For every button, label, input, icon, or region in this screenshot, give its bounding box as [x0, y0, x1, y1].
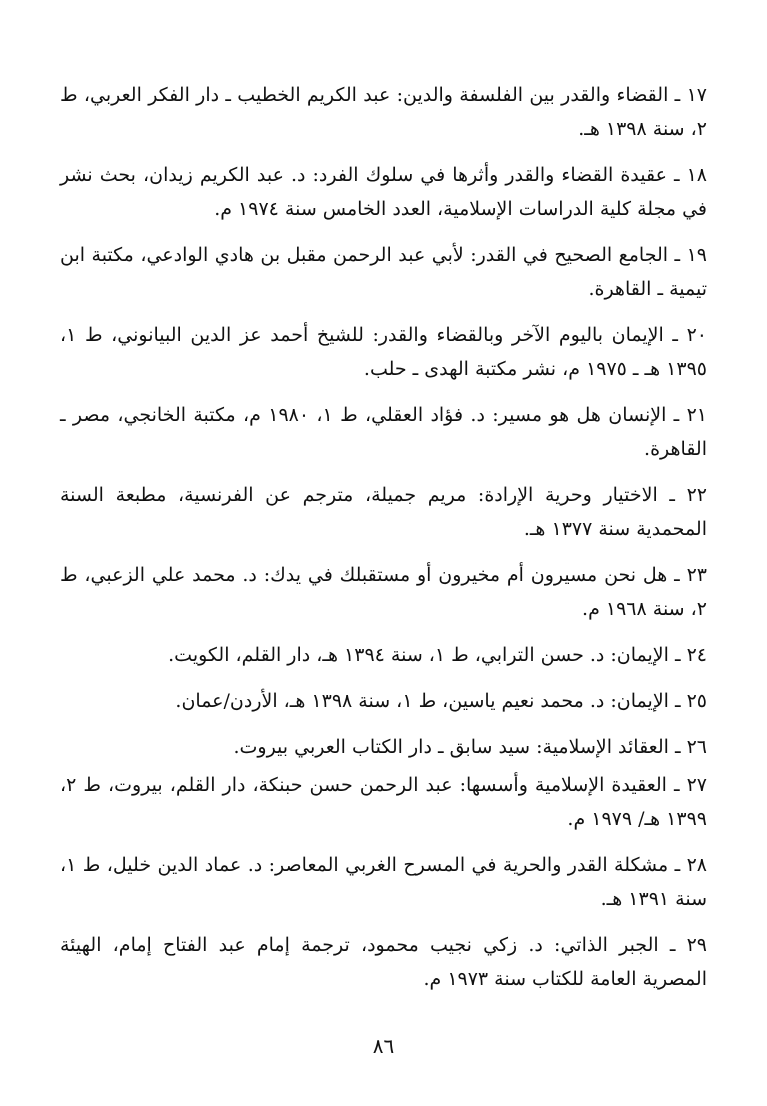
bibliography-entry-21: ٢١ ـ الإنسان هل هو مسير: د. فؤاد العقلي، ط ١، ١٩٨٠ م، مكتبة الخانجي، مصر ـ القاهرة. [60, 404, 708, 460]
bibliography-entry-18: ١٨ ـ عقيدة القضاء والقدر وأثرها في سلوك الفرد: د. عبد الكريم زيدان، بحث نشر في مجلة كلية الدراسات الإسلامية، العدد الخامس سنة ١٩٧٤ م. [60, 164, 707, 220]
bibliography-list [60, 78, 707, 1008]
bibliography-entry-23: ٢٣ ـ هل نحن مسيرون أم مخيرون أو مستقبلك في يدك: د. محمد علي الزعبي، ط ٢، سنة ١٩٦٨ م. [60, 564, 707, 620]
bibliography-entry-22: ٢٢ ـ الاختيار وحرية الإرادة: مريم جميلة، مترجم عن الفرنسية، مطبعة السنة المحمدية سنة ١٣٧٧ هـ. [60, 484, 707, 540]
bibliography-entry-28: ٢٨ ـ مشكلة القدر والحرية في المسرح الغربي المعاصر: د. عماد الدين خليل، ط ١، سنة ١٣٩١ هـ. [60, 854, 707, 910]
bibliography-entry-26: ٢٦ ـ العقائد الإسلامية: سيد سابق ـ دار الكتاب العربي بيروت. [233, 736, 707, 758]
bibliography-entry-19: ١٩ ـ الجامع الصحيح في القدر: لأبي عبد الرحمن مقبل بن هادي الوادعي، مكتبة ابن تيمية ـ القاهرة. [60, 244, 707, 300]
bibliography-entry-29: ٢٩ ـ الجبر الذاتي: د. زكي نجيب محمود، ترجمة إمام عبد الفتاح إمام، الهيئة المصرية العامة للكتاب سنة ١٩٧٣ م. [60, 934, 707, 990]
bibliography-entry-24: ٢٤ ـ الإيمان: د. حسن الترابي، ط ١، سنة ١٣٩٤ هـ، دار القلم، الكويت. [168, 644, 707, 666]
bibliography-entry-20: ٢٠ ـ الإيمان باليوم الآخر وبالقضاء والقدر: للشيخ أحمد عز الدين البيانوني، ط ١، ١٣٩٥ هـ ـ ١٩٧٥ م، نشر مكتبة الهدى ـ حلب. [60, 324, 707, 380]
bibliography-entry-27: ٢٧ ـ العقيدة الإسلامية وأسسها: عبد الرحمن حسن حبنكة، دار القلم، بيروت، ط ٢، ١٣٩٩ هـ/ ١٩٧٩ م. [60, 774, 707, 830]
bibliography-entry-25: ٢٥ ـ الإيمان: د. محمد نعيم ياسين، ط ١، سنة ١٣٩٨ هـ، الأردن/عمان. [175, 690, 707, 712]
page-number: ٨٦ [372, 1034, 395, 1058]
bibliography-entry-17: ١٧ ـ القضاء والقدر بين الفلسفة والدين: عبد الكريم الخطيب ـ دار الفكر العربي، ط ٢، سنة ١٣٩٨ هـ. [60, 84, 707, 140]
